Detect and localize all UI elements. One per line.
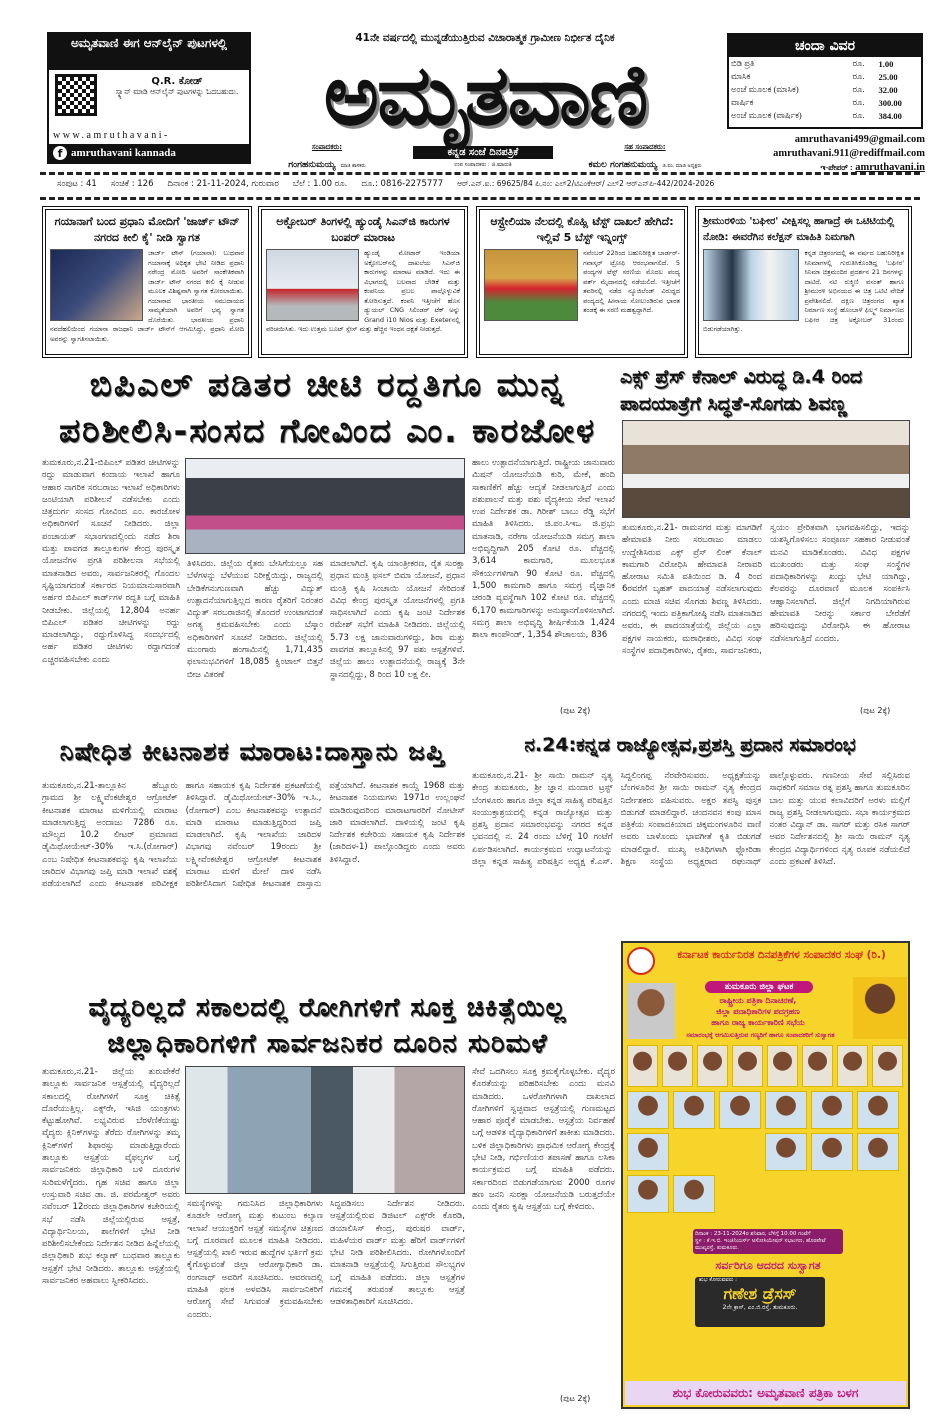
currency: ರೂ. xyxy=(852,97,865,107)
ad-venue: ಸ್ಥಳ : ಕೆ.ಇ.ಬಿ. ಇಂಜಿನಿಯರ್ಸ್ ಅಸೋಸಿಯೇಷನ್ ಸಭಾಂಗಣ, ಹೊರಪೇಟೆ ಮುಖ್ಯರಸ್ತೆ, ತುಮಕೂರು. xyxy=(695,1238,826,1251)
portrait xyxy=(673,1091,715,1129)
modi-photo xyxy=(50,249,143,321)
news-box-title: ಆಸ್ಟ್ರೇಲಿಯಾ ನೆಲದಲ್ಲಿ ಕೊಹ್ಲಿ ಟೆಸ್ಟ್ ದಾಖಲೆ ಹೇಗಿದೆ: ಇಲ್ಲಿವೆ 5 ಬೆಸ್ಟ್ ಇನ್ನಿಂಗ್ಸ್ xyxy=(490,215,674,244)
advertisement[interactable] xyxy=(621,941,910,1409)
portrait xyxy=(627,983,675,1039)
portrait xyxy=(662,1045,693,1087)
issue: ಸಂಚಿಕೆ : 126 xyxy=(110,179,154,189)
ad-sponsor-box xyxy=(695,1277,825,1327)
news-box-text: ನವೆಂಬರ್ 22ರಿಂದ ಬಹುನಿರೀಕ್ಷಿತ ಬಾರ್ಡರ್-ಗವಾಸ್ಕರ್ ಟ್ರೋಫಿ ಆರಂಭವಾಗಲಿದೆ. 5 ಪಂದ್ಯಗಳ ಟೆಸ್ಟ್ ಸರಣಿಯ ಮೊದಲ ಪಂದ್ಯ ಪರ್ತ್ ಮೈದಾನದಲ್ಲಿ ನಡೆಯಲಿದೆ. ಇತ್ತೀಚೆಗೆ ತವರಿನಲ್ಲಿ ನಡೆದ ನ್ಯೂಜಿಲೆಂಡ್ ವಿರುದ್ಧದ ಪಂದ್ಯದಲ್ಲಿ ಹೀನಾಯ ಸೋಲುಂಡಿರುವ ಭಾರತ ತಂಡಕ್ಕೆ ಈ ಸರಣಿ ಮಹತ್ವದ್ದಾಗಿದೆ. xyxy=(583,249,680,314)
qr-instructions: ಸ್ಕ್ಯಾನ್ ಮಾಡಿ ಆನ್‌ಲೈನ್ ಪುಟಗಳನ್ನು ಓದಬಹುದು. xyxy=(115,87,239,96)
article-bpl-col2: ತಿಳಿಸಿದರು. ಜಿಲ್ಲೆಯ ರೈತರು ಬೇಸಿಗೆಯಲ್ಲೂ ಸಹ ಬೆಳೆಗಳನ್ನು ಬೆಳೆಯುವ ನಿರೀಕ್ಷೆಯಿದ್ದು, ರಾಜ್ಯದಲ್ಲಿ ಬೇಡಿಕೆಗನುಗುಣವಾಗಿ ಹೆಚ್ಚು ವಿದ್ಯುತ್ ಉತ್ಪಾದನೆಯಾಗುತ್ತಿಲ್ಲದ ಕಾರಣ ರೈತರಿಗೆ ನಿರಂತರ ವಿದ್ಯುತ್ ಸರಬರಾಜಿನಲ್ಲಿ ತೊಂದರೆ ಉಂಟಾಗದಂತೆ ಅಗತ್ಯ ಕ್ರಮವಹಿಸಬೇಕು ಎಂದು ಬೆಸ್ಕಾಂ ಅಧಿಕಾರಿಗಳಿಗೆ ಸೂಚನೆ ನೀಡಿದರು. ಜಿಲ್ಲೆಯಲ್ಲಿ ಮುಂಗಾರು ಹಂಗಾಮಿನಲ್ಲಿ 1,71,435 ಫಲಾನುಭವಿಗಳಿಗೆ 18,085 ಕ್ವಿಂಟಾಲ್ ಬಿತ್ತನೆ ಬೀಜ ವಿತರಣೆ xyxy=(187,559,323,680)
news-box-modi[interactable] xyxy=(42,206,252,358)
ad-venue-date xyxy=(693,1229,843,1254)
paper-subtitle: ಕನ್ನಡ ಸಂಜೆ ದಿನಪತ್ರಿಕೆ xyxy=(413,146,553,159)
ad-footer: ಶುಭ ಕೋರುವವರು: ಅಮೃತವಾಣಿ ಪತ್ರಿಕಾ ಬಳಗ xyxy=(625,1381,906,1405)
ad-sponsor-address: 2ನೇ ಕ್ರಾಸ್, ಎಂ.ಜಿ.ರಸ್ತೆ, ತುಮಕೂರು. xyxy=(722,1304,798,1311)
continued-label: (ಪುಟ 2ಕ್ಕೆ) xyxy=(560,1394,591,1403)
online-promo-box xyxy=(47,32,251,164)
ad-event-1: ರಾಷ್ಟ್ರೀಯ ಪತ್ರಿಕಾ ದಿನಾಚರಣೆ, xyxy=(719,996,797,1005)
editor-name: ಗಂಗಹನುಮಯ್ಯ xyxy=(288,160,336,170)
subscription-value: 25.00 xyxy=(878,71,898,82)
ad-event-3: ಹಾಗೂ ರಾಜ್ಯ ಕಾರ್ಯಕಾರಿಣಿ ಸಭೆಯ xyxy=(711,1018,805,1027)
subscription-row xyxy=(729,57,921,70)
headline-canal-line2: ಪಾದಯಾತ್ರೆಗೆ ಸಿದ್ಧತೆ-ಸೊಗಡು ಶಿವಣ್ಣ xyxy=(620,393,847,415)
facebook-handle[interactable]: amruthavani kannada xyxy=(71,147,176,159)
ad-sponsor: ಗಣೇಶ ಡ್ರೆಸಸ್ xyxy=(723,1284,797,1303)
portrait xyxy=(767,1045,798,1087)
news-box-text: ಕನ್ನಡ ಚಿತ್ರರಂಗದಲ್ಲಿ ಈ ವರ್ಷದ ಬಹುನಿರೀಕ್ಷಿತ ಸಿನಿಮಾಗಳಲ್ಲಿ ಗುರುತಿಸಿಕೊಂಡಿದ್ದ 'ಬಘೀರ' ಸಿನಿಮಾ ಚಿತ್ರಮಂದಿರ ಪ್ರದರ್ಶನ 21 ದಿನಗಳನ್ನು ದಾಟಿದೆ. ನಟಿ ರುಕ್ಮಿಣಿ ವಸಂತ್ ಹಾಗೂ ಶ್ರೀಮುರಳಿ ಅಭಿನಯದ ಈ ಚಿತ್ರ ಒಟಿಟಿ ವೇದಿಕೆ ಪ್ರವೇಶಿಸಲಿದೆ. ದಕ್ಷಿಣ ಚಿತ್ರರಂಗದ ಖ್ಯಾತ ನಿರ್ಮಾಣ ಸಂಸ್ಥೆ ಹೊಂಬಾಳೆ ಫಿಲ್ಮ್ಸ್ ನಿರ್ಮಾಣದ ಬಘೀರ ಚಿತ್ರ ಅಕ್ಟೋಬರ್ 31ರಂದು ಬಿಡುಗಡೆಯಾಗಿತ್ತು. xyxy=(703,249,904,333)
subscription-label: ಬಿಡಿ ಪ್ರತಿ xyxy=(731,58,755,68)
newspaper-logo: ಅಮೃತವಾಣಿ xyxy=(323,46,647,144)
news-box-title: ಗಯಾನಾಗೆ ಬಂದ ಪ್ರಧಾನಿ ಮೋದಿಗೆ 'ಜಾರ್ಜ್ ಟೌನ್ ನಗರದ ಕೀಲಿ ಕೈ' ನೀಡಿ ಸ್ವಾಗತ xyxy=(54,215,240,244)
continued-label: (ಪುಟ 2ಕ್ಕೆ) xyxy=(860,706,891,715)
news-box-title: ಶ್ರೀಮುರಳಿಯ 'ಬಘೀರ' ವೀಕ್ಷಿಸಲ್ಲ ಹಾಗಾದ್ರೆ ಈ ಒಟಿಟಿಯಲ್ಲಿ ನೋಡಿ: ಈವರೆಗಿನ ಕಲೆಕ್ಷನ್ ಮಾಹಿತಿ ನಿಮಗಾಗಿ xyxy=(703,216,895,243)
portrait xyxy=(853,977,907,1039)
hospital-photo xyxy=(185,1066,465,1194)
co-editor-note: ಜಿ.ಪಂ. ಮಾಜಿ ಅಧ್ಯಕ್ಷರು xyxy=(662,163,702,169)
epaper-link[interactable]: amruthavani.in xyxy=(855,162,925,173)
ad-unit: ತುಮಕೂರು ಜಿಲ್ಲಾ ಘಟಕ xyxy=(705,981,813,993)
subscription-row xyxy=(729,83,921,96)
article-hospital-col4: ಸೇವೆ ಒದಗಿಸಲು ಸೂಕ್ತ ಕ್ರಮಕೈಗೊಳ್ಳಬೇಕು. ವೈದ್ಯರ ಕೊರತೆಯನ್ನು ಪರಿಹರಿಸಬೇಕು ಎಂದು ಮನವಿ ಮಾಡಿದರು. ಒಳರೋಗಿಗಳಾಗಿ ದಾಖಲಾದ ರೋಗಿಗಳಿಗೆ ಸ್ವಚ್ಛವಾದ ಆಸ್ಪತ್ರೆಯಲ್ಲಿ ಗುಣಮಟ್ಟದ ಆಹಾರ ಪೂರೈಕೆ ಮಾಡಬೇಕು. ಆಸ್ಪತ್ರೆಯ ನಿರ್ವಹಣೆ ಬಗ್ಗೆ ಆಡಳಿತ ವೈದ್ಯಾಧಿಕಾರಿಗಳಿಗೆ ತಾಕೀತು ಮಾಡಿದರು. ಬಳಿಕ ಜಿಲ್ಲಾಧಿಕಾರಿಗಳು ಪ್ರಾಥಮಿಕ ಆರೋಗ್ಯ ಕೇಂದ್ರಕ್ಕೆ ಭೇಟಿ ನೀಡಿ, ಗರ್ಭಿಣಿಯರ ತಪಾಸಣೆ ಹಾಗೂ ಲಸಿಕಾ ಕಾರ್ಯಕ್ರಮದ ಬಗ್ಗೆ ಮಾಹಿತಿ ಪಡೆದರು. ಸರ್ಕಾರದಿಂದ ಬಿಡುಗಡೆಯಾಗುವ 2000 ರೂಗಳ ಹಣ ಜನನಿ ಸುರಕ್ಷಾ ಯೋಜನೆಯಡಿ ಬರುತ್ತದೆಯೇ ಎಂದು ರೈತರು ಕೃಷಿ ಆಸ್ಪತ್ರೆಯ ಬಗ್ಗೆ ಕೇಳಿದರು. xyxy=(472,1067,615,1213)
subscription-value: 1.00 xyxy=(878,58,894,69)
portrait xyxy=(837,1045,868,1087)
headline-bpl-line1: ಬಿಪಿಎಲ್ ಪಡಿತರ ಚೀಟಿ ರದ್ದತಿಗೂ ಮುನ್ನ xyxy=(89,365,566,404)
date: ದಿನಾಂಕ : 21-11-2024, ಗುರುವಾರ xyxy=(167,179,279,189)
subscription-box xyxy=(727,33,923,129)
editor-note: ಮಾಜಿ ಶಾಸಕರು xyxy=(340,163,366,169)
qr-label: Q.R. ಕೋಡ್ xyxy=(151,76,203,87)
news-box-bagheera[interactable] xyxy=(695,206,912,358)
portrait xyxy=(627,1133,669,1171)
portrait xyxy=(673,1175,715,1213)
continued-label: (ಪುಟ 2ಕ್ಕೆ) xyxy=(560,706,591,715)
co-editor-name: ಕಮಲ ಗಂಗಹನುಮಯ್ಯ xyxy=(588,160,658,170)
info-bar xyxy=(57,179,927,189)
news-box-text: ಹ್ಯುಂಡೈ ಮೋಟಾರ್ ಇಂಡಿಯಾ ಅಕ್ಟೋಬರ್‌ನಲ್ಲಿ ದಾಖಲೆಯ ಸಿಎನ್‌ಜಿ ಕಾರುಗಳನ್ನು ಮಾರಾಟ ಮಾಡಿದೆ. ಇದು ಈ ವಿಭಾಗದಲ್ಲಿ ಬಲವಾದ ಬೇಡಿಕೆ ಮತ್ತು ಕಂಪನಿಯ ಪ್ರಬಲ ಪಾಲ್ಗೊಳ್ಳುವಿಕೆ ತೋರಿಸುತ್ತದೆ. ಕಂಪನಿ ಇತ್ತೀಚೆಗೆ ಹೊಸ ಡ್ಯುಯಲ್ CNG ಸಿಲಿಂಡರ್ ಟೆಕ್ ಅನ್ನು Grand i10 Nios ಮತ್ತು Exeter‌ನಲ್ಲಿ ಪರಿಚಯಿಸಿತು. ಇದು ಉತ್ತಮ ಬೂಟ್ ಸ್ಪೇಸ್ ಮತ್ತು ಹೆಚ್ಚಿನ ಇಂಧನ ದಕ್ಷತೆ ನೀಡುತ್ತದೆ. xyxy=(266,249,460,333)
portrait xyxy=(627,1045,658,1087)
news-box-hyundai[interactable] xyxy=(258,206,468,358)
online-promo-title: ಅಮೃತವಾಣಿ ಈಗ ಆನ್‌ಲೈನ್ ಪುಟಗಳಲ್ಲಿ xyxy=(49,34,249,70)
subscription-label: ಮಾಸಿಕ xyxy=(731,71,751,81)
price: ಬೆಲೆ : 1.00 ರೂ. xyxy=(292,179,348,189)
ad-event-2: ಜಿಲ್ಲಾ ಪದಾಧಿಕಾರಿಗಳ ಪದಗ್ರಹಣ xyxy=(716,1007,800,1016)
ad-all-welcome: ಸರ್ವರಿಗೂ ಆದರದ ಸುಸ್ವಾಗತ xyxy=(715,1259,821,1272)
car-photo xyxy=(266,249,359,321)
editor-label: ಸಂಪಾದಕರು: xyxy=(311,143,343,151)
news-box-title: ಅಕ್ಟೋಬರ್ ತಿಂಗಳಲ್ಲಿ ಹ್ಯುಂಡೈ ಸಿಎನ್‌ಜಿ ಕಾರುಗಳ ಬಂಪರ್ ಮಾರಾಟ xyxy=(276,215,450,244)
phone: ದೂ.: 0816-2275777 xyxy=(361,179,444,189)
sub-editor: ಉಪ ಸಂಪಾದಕರು : ಜಿ.ಮಾರುತಿ xyxy=(454,162,512,168)
qr-code[interactable] xyxy=(55,74,97,116)
subscription-table xyxy=(729,57,921,122)
currency: ರೂ. xyxy=(852,110,865,120)
subscription-label: ಅಂಚೆ ಮೂಲಕ (ವಾರ್ಷಿಕ) xyxy=(731,110,802,120)
meeting-photo xyxy=(185,458,465,554)
portrait xyxy=(732,1045,763,1087)
headline-rajyotsava: ನ.24:ಕನ್ನಡ ರಾಜ್ಯೋತ್ಸವ,ಪ್ರಶಸ್ತಿ ಪ್ರದಾನ ಸಮಾರಂಭ xyxy=(524,734,856,756)
subscription-value: 300.00 xyxy=(878,97,902,108)
article-rajyotsava-body: ತುಮಕೂರು,ನ.21- ಶ್ರೀ ಸಾಯಿ ರಾಮನ್ ನೃತ್ಯ ಕೇಂದ್ರ ತುಮಕೂರು, ಶ್ರೀ ಜ್ಞಾನ ಮಂದಾರ ಟ್ರಸ್ಟ್ ಬೆಂಗಳೂರು ಹಾಗೂ ಜಿಲ್ಲಾ ಕನ್ನಡ ಸಾಹಿತ್ಯ ಪರಿಷತ್ತಿನ ಸಂಯುಕ್ತಾಶ್ರಯದಲ್ಲಿ ಕನ್ನಡ ರಾಜ್ಯೋತ್ಸವ ಮತ್ತು ಪ್ರಶಸ್ತಿ ಪ್ರದಾನ ಸಮಾರಂಭವನ್ನು ನಗರದ ಕನ್ನಡ ಭವನದಲ್ಲಿ ನ. 24 ರಂದು ಬೆಳಿಗ್ಗೆ 10 ಗಂಟೆಗೆ ಏರ್ಪಡಿಸಲಾಗಿದೆ. ಕಾರ್ಯಕ್ರಮದ ಉದ್ಘಾಟನೆಯನ್ನು ಜಿಲ್ಲಾ ಕನ್ನಡ ಸಾಹಿತ್ಯ ಪರಿಷತ್ತಿನ ಅಧ್ಯಕ್ಷ ಕೆ.ಎಸ್. ಸಿದ್ದಲಿಂಗಪ್ಪ ನೆರವೇರಿಸುವರು. ಅಧ್ಯಕ್ಷತೆಯನ್ನು ಬೆಂಗಳೂರಿನ ಶ್ರೀ ಸಾಯಿ ರಾಮನ್ ನೃತ್ಯ ಕೇಂದ್ರದ ನಿರ್ದೇಶಕರು ವಹಿಸುವರು. ಅಕ್ಷರ ತಪಸ್ವಿ ಪುಸ್ತಕ ಬಿಡುಗಡೆ ಮಾಡಲಿದ್ದಾರೆ. ಚಂದನವನ ಕಂಪು ಮಾಸ ಪತ್ರಿಕೆಯ ಸಂಪಾದಕಿಯಾದ ಚಿಕ್ಕಮಂಗಳೂರಿನ ವಾಣಿ ಅವರು ಬಾಳೊಂದು ಭಾವಗೀತೆ ಕೃತಿ ಬಿಡುಗಡೆ ಮಾಡಲಿದ್ದಾರೆ. ಮುಖ್ಯ ಅತಿಥಿಗಳಾಗಿ ಫ್ಲೋರಿಡಾ ಶಿಕ್ಷಣ ಸಂಸ್ಥೆಯ ಅಧ್ಯಕ್ಷರಾದ ರಘುನಾಥ್ ಪಾಲ್ಗೊಳ್ಳುವರು. ಗಣನೀಯ ಸೇವೆ ಸಲ್ಲಿಸಿರುವ ಸಾಧಕರಿಗೆ ಸಮಾಜ ರತ್ನ ಪ್ರಶಸ್ತಿ ಹಾಗೂ ತುಮಕೂರಿನ ಬಾಲ ಮತ್ತು ಯುವ ಕಲಾವಿದರಿಗೆ ಅರಳು ಮಲ್ಲಿಗೆ ರಾಜ್ಯ ಪ್ರಶಸ್ತಿ ನೀಡಲಾಗುವುದು. ಸಭಾ ಕಾರ್ಯಕ್ರಮದ ನಂತರ ವಿದ್ವಾನ್ ಡಾ. ಸಾಗರ್ ಮತ್ತು ರಸಿಕ ಸಾಗರ್ ಅವರ ನಿರ್ದೇಶನದಲ್ಲಿ ಶ್ರೀ ಸಾಯಿ ರಾಮನ್ ನೃತ್ಯ ಕೇಂದ್ರದ ವಿದ್ಯಾರ್ಥಿಗಳಿಂದ ನೃತ್ಯ ರೂಪಕ ನಡೆಯಲಿದೆ ಎಂದು ಪ್ರಕಟಣೆ ತಿಳಿಸಿದೆ. xyxy=(472,771,910,868)
divider xyxy=(40,172,920,175)
article-bpl-col3: ಮಾಡಲಾಗಿದೆ. ಕೃಷಿ ಯಾಂತ್ರೀಕರಣ, ರೈತ ಸುರಕ್ಷಾ ಪ್ರಧಾನ ಮಂತ್ರಿ ಫಸಲ್ ಬಿಮಾ ಯೋಜನೆ, ಪ್ರಧಾನ ಮಂತ್ರಿ ಕೃಷಿ ಸಿಂಚಾಯಿ ಯೋಜನೆ ಸೇರಿದಂತೆ ವಿವಿಧ ಕೇಂದ್ರ ಪುರಸ್ಕೃತ ಯೋಜನೆಗಳಲ್ಲಿ ಪ್ರಗತಿ ಸಾಧಿಸಲಾಗಿದೆ ಎಂದು ಕೃಷಿ ಜಂಟಿ ನಿರ್ದೇಶಕ ರಮೇಶ್ ಸಭೆಗೆ ಮಾಹಿತಿ ನೀಡಿದರು. ಜಿಲ್ಲೆಯಲ್ಲಿ 5.73 ಲಕ್ಷ ಜಾನುವಾರುಗಳಿದ್ದು, ಶಿರಾ ಮತ್ತು ಪಾವಗಡ ತಾಲ್ಲೂಕಿನಲ್ಲಿ 97 ಪಶು ಆಸ್ಪತ್ರೆಗಳಿವೆ. ಜಿಲ್ಲೆಯ ಹಾಲು ಉತ್ಪಾದನೆಯಲ್ಲಿ ರಾಜ್ಯಕ್ಕೆ 3ನೇ ಸ್ಥಾನದಲ್ಲಿದ್ದು, 8 ರಿಂದ 10 ಲಕ್ಷ ಲೀ. xyxy=(330,559,465,680)
portrait xyxy=(857,1133,899,1171)
subscription-value: 384.00 xyxy=(878,110,902,121)
registration: ಆರ್.ಎನ್.ಐ.: 69625/84 ಪಿ.ನಂ: ಎಲ್2/ಟಿಎಂಕೆಆರ್/ ಎಲ್2 ಆರ್‌ಎನ್‌ಪಿ-442/2024-2026 xyxy=(457,179,715,188)
headline-bpl-line2: ಪರಿಶೀಲಿಸಿ-ಸಂಸದ ಗೋವಿಂದ ಎಂ. ಕಾರಜೋಳ xyxy=(58,411,597,450)
portrait xyxy=(627,1175,669,1213)
portrait xyxy=(811,1133,853,1171)
headline-hospital-line2: ಜಿಲ್ಲಾಧಿಕಾರಿಗಳಿಗೆ ಸಾರ್ವಜನಿಕರ ದೂರಿನ ಸುರಿಮಳೆ xyxy=(107,1029,548,1059)
dignitaries-portraits xyxy=(627,1045,904,1395)
epaper-label: ಇ-ಪೇಪರ್ : xyxy=(820,163,853,172)
article-canal-body: ತುಮಕೂರು,ನ.21- ರಾಮನಗರ ಮತ್ತು ಮಾಗಡಿಗೆ ಹೇಮಾವತಿ ನೀರು ಸರಬರಾಜು ಮಾಡಲು ಉದ್ದೇಶಿಸಿರುವ ಎಕ್ಸ್ ಪ್ರೆಸ್ ಲಿಂಕ್ ಕೆನಾಲ್ ಕಾಮಗಾರಿ ವಿರೋಧಿಸಿ ಹೇಮಾವತಿ ನೀರಾವರಿ ಹೋರಾಟ ಸಮಿತಿ ವತಿಯಿಂದ ಡಿ. 4 ರಿಂದ 6ರವರೆಗೆ ಬೃಹತ್ ಪಾದಯಾತ್ರೆ ನಡೆಸಲಾಗುವುದು ಎಂದು ಮಾಜಿ ಸಚಿವ ಸೊಗಡು ಶಿವಣ್ಣ ತಿಳಿಸಿದರು. ನಗರದಲ್ಲಿ ಇಂದು ಪತ್ರಿಕಾಗೋಷ್ಠಿ ನಡೆಸಿ ಮಾತನಾಡಿದ ಅವರು, ಈ ಪಾದಯಾತ್ರೆಯಲ್ಲಿ ಜಿಲ್ಲೆಯ ಎಲ್ಲಾ ಪಕ್ಷಗಳ ನಾಯಕರು, ಮಠಾಧೀಶರು, ವಿವಿಧ ಸಂಘ ಸಂಸ್ಥೆಗಳ ಪದಾಧಿಕಾರಿಗಳು, ರೈತರು, ಸಾರ್ವಜನಿಕರು, ಸ್ವಯಂ ಪ್ರೇರಿತವಾಗಿ ಭಾಗವಹಿಸಲಿದ್ದು, ಇದನ್ನು ಯಶಸ್ವಿಗೊಳಿಸಲು ಸಂಪೂರ್ಣ ಸಹಕಾರ ನೀಡುವಂತೆ ಮನವಿ ಮಾಡಿಕೊಂಡರು. ವಿವಿಧ ಪಕ್ಷಗಳ ಮುಖಂಡರು ಮತ್ತು ಸಂಘ ಸಂಸ್ಥೆಗಳ ಪದಾಧಿಕಾರಿಗಳನ್ನು ಖುದ್ದು ಭೇಟಿ ಯಾಗಿದ್ದು, ಕೆಲವರನ್ನು ದೂರವಾಣಿ ಮೂಲಕ ಸಂಪರ್ಕಿಸಿ ಆಹ್ವಾನಿಸಲಾಗಿದೆ. ಜಿಲ್ಲೆಗೆ ನಿಗದಿಯಾಗಿರುವ ಹೇಮಾವತಿ ನೀರನ್ನು ಸರ್ಕಾರ ಬೇರೆಡೆಗೆ ಹರಿಸುವುದನ್ನು ವಿರೋಧಿಸಿ ಈ ಹೋರಾಟ ನಡೆಸಲಾಗುತ್ತಿದೆ ಎಂದರು. xyxy=(622,523,910,656)
subscription-row xyxy=(729,109,921,122)
currency: ರೂ. xyxy=(852,84,865,94)
article-bpl-col1: ತುಮಕೂರು,ನ.21-ಬಿಪಿಎಲ್ ಪಡಿತರ ಚೀಟಿಗಳನ್ನು ರದ್ದು ಮಾಡುವಾಗ ಕಂದಾಯ ಇಲಾಖೆ ಹಾಗೂ ಆಹಾರ ನಾಗರಿಕ ಸರಬರಾಜು ಇಲಾಖೆ ಅಧಿಕಾರಿಗಳು ಜಂಟಿಯಾಗಿ ಪರಿಶೀಲನೆ ನಡೆಸಬೇಕು ಎಂದು ಚಿತ್ರದುರ್ಗ ಸಂಸದ ಗೋವಿಂದ ಎಂ. ಕಾರಜೋಳ ಅಧಿಕಾರಿಗಳಿಗೆ ಸೂಚನೆ ನೀಡಿದರು. ಜಿಲ್ಲಾ ಪಂಚಾಯತ್ ಸಭಾಂಗಣದಲ್ಲಿಂದು ನಡೆದ ಶಿರಾ ಮತ್ತು ಪಾವಗಡ ತಾಲ್ಲೂಕುಗಳ ಕೇಂದ್ರ ಪುರಸ್ಕೃತ ಯೋಜನೆಗಳ ಪ್ರಗತಿ ಪರಿಶೀಲನಾ ಸಭೆಯಲ್ಲಿ ಮಾತನಾಡಿದ ಅವರು, ಸಾರ್ವಜನಿಕರಲ್ಲಿ ಗೊಂದಲ ಸೃಷ್ಟಿಯಾಗದಂತೆ ಸರ್ಕಾರದ ನಿಯಮಾನುಸಾರವಾಗಿ ಅರ್ಹರ ಬಿಪಿಎಲ್ ಕಾರ್ಡ್‌ಗಳ ರದ್ದತಿ ಬಗ್ಗೆ ಮಾಹಿತಿ ನೀಡಬೇಕು. ಜಿಲ್ಲೆಯಲ್ಲಿ 12,804 ಅನರ್ಹ ಬಿಪಿಎಲ್ ಪಡಿತರ ಚೀಟಿಗಳನ್ನು ರದ್ದು ಮಾಡಲಾಗಿದ್ದು, ರದ್ದುಗೊಳಿಸಿದ್ದ ಸಂದರ್ಭದಲ್ಲಿ ಅರ್ಹ ಪಡಿತರ ಚೀಟಿಗಳು ರದ್ದಾಗದಂತೆ ಎಚ್ಚರವಹಿಸಬೇಕು ಎಂದು xyxy=(42,458,180,665)
subscription-label: ಅಂಚೆ ಮೂಲಕ (ಮಾಸಿಕ) xyxy=(731,84,799,94)
article-pesticide-body: ತುಮಕೂರು,ನ.21-ತಾಲ್ಲೂಕಿನ ಹೆಬ್ಬೂರು ಗ್ರಾಮದ ಶ್ರೀ ಲಕ್ಷ್ಮಿವೆಂಕಟೇಶ್ವರ ಆಗ್ರೋಟೆಕ್ ಕೀಟನಾಶಕ ಮಾರಾಟ ಮಳಿಗೆಯಲ್ಲಿ ಮಾರಾಟ ಮಾಡಲಾಗುತ್ತಿದ್ದ ಅಂದಾಜು 7286 ರೂ. ಮೌಲ್ಯದ 10.2 ಲೀಟರ್ ಪ್ರಮಾಣದ ಡೈಮಿಥೋಯೇಟ್-30% ಇ.ಸಿ.(ರೋಗಾರ್) ಎಂಬ ನಿಷೇಧಿತ ಕೀಟನಾಶಕವನ್ನು ಕೃಷಿ ಇಲಾಖೆಯ ಜಾರಿದಳ ವಿಭಾಗವು ಜಪ್ತಿ ಮಾಡಿ ಇಲಾಖೆ ವಶಕ್ಕೆ ಪಡೆಯಲಾಗಿದೆ ಎಂದು ಕೀಟನಾಶಕ ಪರಿವೀಕ್ಷಕ ಹಾಗೂ ಸಹಾಯಕ ಕೃಷಿ ನಿರ್ದೇಶಕ ಪ್ರಕಟಣೆಯಲ್ಲಿ ತಿಳಿಸಿದ್ದಾರೆ. ಡೈಮಿಥೋಯೇಟ್-30% ಇ.ಸಿ., (ರೋಗಾರ್) ಎಂಬ ಕೀಟನಾಶಕವನ್ನು ಉತ್ಪಾದನೆ ಮಾಡಿ ಮಾರಾಟ ಮಾಡುತ್ತಿದ್ದರಿಂದ ಜಪ್ತಿ ಮಾಡಲಾಗಿದೆ. ಕೃಷಿ ಇಲಾಖೆಯ ಜಾರಿದಳ ವಿಭಾಗವು ನವೆಂಬರ್ 19ರಂದು ಶ್ರೀ ಲಕ್ಷ್ಮೀವೆಂಕಟೇಶ್ವರ ಆಗ್ರೋಟೆಕ್ ಕೀಟನಾಶಕ ಮಾರಾಟ ಮಳಿಗೆ ಮೇಲೆ ದಾಳಿ ನಡೆಸಿ ಪರಿಶೀಲಿಸಿದಾಗ ನಿಷೇಧಿತ ಕೀಟನಾಶಕ ದಾಸ್ತಾನು ಪತ್ತೆಯಾಗಿದೆ. ಕೀಟನಾಶಕ ಕಾಯ್ದೆ 1968 ಮತ್ತು ಕೀಟನಾಶಕ ನಿಯಮಗಳು 1971ರ ಉಲ್ಲಂಘನೆ ಮಾಡಿರುವುದರಿಂದ ಮಾರಾಟಗಾರರಿಗೆ ನೋಟೀಸ್ ಜಾರಿ ಮಾಡಲಾಗಿದೆ. ದಾಳಿಯಲ್ಲಿ ಜಂಟಿ ಕೃಷಿ ನಿರ್ದೇಶಕ ಕಚೇರಿಯ ಸಹಾಯಕ ಕೃಷಿ ನಿರ್ದೇಶಕ (ಜಾರಿದಳ-1) ಪಾಲ್ಗೊಂಡಿದ್ದರು ಎಂದು ಅವರು ತಿಳಿಸಿದ್ದಾರೆ. xyxy=(42,781,465,890)
subscription-row xyxy=(729,70,921,83)
headline-pesticide: ನಿಷೇಧಿತ ಕೀಟನಾಶಕ ಮಾರಾಟ:ದಾಸ್ತಾನು ಜಪ್ತಿ xyxy=(59,737,446,766)
subscription-label: ವಾರ್ಷಿಕ xyxy=(731,97,754,107)
news-box-text: ಜಾರ್ಜ್ ಟೌನ್ (ಗಯಾನಾ): ಬುಧವಾರ ಗಯಾನಾಕ್ಕೆ ಅಧಿಕೃತ ಭೇಟಿ ನೀಡಿದ ಪ್ರಧಾನಿ ನರೇಂದ್ರ ಮೋದಿ ಅವರಿಗೆ ಸಾಂಕೇತಿಕವಾಗಿ ಜಾರ್ಜ್ ಟೌನ್ ನಗರದ ಕೀಲಿ ಕೈ ನೀಡುವ ಮೂಲಕ ವಿಶಿಷ್ಟವಾಗಿ ಸ್ವಾಗತ ಕೋರಲಾಯಿತು. ಗಯಾನಾದ ಭಾರತೀಯ ಸಮುದಾಯದ ಸಾಮ್ಯತೆಯಾಗಿ ಅವರಿಗೆ ಭವ್ಯ ಸ್ವಾಗತ ದೊರೆಯಿತು. ಭಾರತೀಯ ಪ್ರಧಾನಿ ನವದೆಹಲಿಯಿಂದ ಗಯಾನಾ ರಾಜಧಾನಿ ಜಾರ್ಜ್ ಟೌನ್‌ಗೆ ಆಗಮಿಸಿದ್ದು, ಪ್ರಧಾನಿ ಮೋದಿ ಅವರನ್ನು ಸ್ವಾಗತಿಸಲಾಯಿತು. xyxy=(50,249,244,343)
email-1[interactable]: amruthavani499@gmail.com xyxy=(794,134,925,145)
portrait xyxy=(802,1045,833,1087)
divider xyxy=(40,197,920,200)
portrait xyxy=(857,1091,899,1129)
subscription-value: 32.00 xyxy=(878,84,898,95)
subscription-row xyxy=(729,96,921,109)
portrait xyxy=(719,1091,761,1129)
subscription-title: ಚಂದಾ ವಿವರ xyxy=(729,35,921,57)
portrait xyxy=(811,1091,853,1129)
ad-org: ಕರ್ನಾಟಕ ಕಾರ್ಯನಿರತ ದಿನಪತ್ರಿಕೆಗಳ ಸಂಪಾದಕರ ಸಂಘ (ರಿ.) xyxy=(677,949,886,961)
website-link[interactable]: www.amruthavani- xyxy=(53,130,170,141)
ad-sponsor-label: ಶುಭ ಕೋರುವವರು : xyxy=(699,1277,738,1283)
portrait xyxy=(765,1091,807,1129)
portrait xyxy=(765,1133,807,1171)
co-editor-label: ಸಹ ಸಂಪಾದಕರು: xyxy=(624,143,666,151)
association-emblem xyxy=(627,947,655,975)
facebook-icon: f xyxy=(53,146,67,160)
cricket-photo xyxy=(484,249,578,321)
press-meet-photo xyxy=(622,420,910,518)
article-hospital-col1: ತುಮಕೂರು,ನ.21- ಜಿಲ್ಲೆಯ ತುರುವೇಕೆರೆ ತಾಲ್ಲೂಕು ಸಾರ್ವಜನಿಕ ಆಸ್ಪತ್ರೆಯಲ್ಲಿ ವೈದ್ಯರಿಲ್ಲದೆ ಸಕಾಲದಲ್ಲಿ ರೋಗಿಗಳಿಗೆ ಸೂಕ್ತ ಚಿಕಿತ್ಸೆ ದೊರೆಯುತ್ತಿಲ್ಲ. ಎಕ್ಸ್‌ರೇ, ಇಸಿಜಿ ಯಂತ್ರಗಳು ಕೆಟ್ಟುಹೋಗಿವೆ. ಲಭ್ಯವಿರುವ ಬೆರಳೆಣಿಕೆಯಷ್ಟು ವೈದ್ಯರು ಕ್ಲಿನಿಕ್‌ಗಳನ್ನು ತೆರೆದು ರೋಗಿಗಳನ್ನು ತಮ್ಮ ಕ್ಲಿನಿಕ್‌ಗಳಿಗೆ ಶಿಫಾರಸ್ಸು ಮಾಡುತ್ತಿದ್ದಾರೆಂದು ತಾಲ್ಲೂಕು ಆಸ್ಪತ್ರೆಯ ವೈಫಲ್ಯಗಳ ಬಗ್ಗೆ ಸಾರ್ವಜನಿಕರು ಜಿಲ್ಲಾಧಿಕಾರಿ ಬಳಿ ದೂರುಗಳ ಸುರಿಮಳೆಗೈದರು. ಗೃಹ ಸಚಿವ ಹಾಗೂ ಜಿಲ್ಲಾ ಉಸ್ತುವಾರಿ ಸಚಿವ ಡಾ. ಜಿ. ಪರಮೇಶ್ವರ್ ಅವರು ನವೆಂಬರ್ 12ರಂದು ಜಿಲ್ಲಾಧಿಕಾರಿಗಳ ಕಚೇರಿಯಲ್ಲಿ ಸಭೆ ನಡೆಸಿ ಜಿಲ್ಲೆಯಲ್ಲಿರುವ ಆಸ್ಪತ್ರೆ, ವಿದ್ಯಾರ್ಥಿನಿಲಯ, ಶಾಲೆಗಳಿಗೆ ಭೇಟಿ ನೀಡಿ ಪರಿಶೀಲಿಸಬೇಕೆಂದು ನಿರ್ದೇಶನ ನೀಡಿದ ಹಿನ್ನೆಲೆಯಲ್ಲಿ ಜಿಲ್ಲಾಧಿಕಾರಿ ಶುಭ ಕಲ್ಯಾಣ್ ಬುಧವಾರ ತಾಲ್ಲೂಕು ಆಸ್ಪತ್ರೆಗೆ ಭೇಟಿ ನೀಡಿದರು. ತಾಲ್ಲೂಕು ಆಸ್ಪತ್ರೆಯಲ್ಲಿ ಸಾರ್ವಜನಿಕರ ಅಹವಾಲು ಸ್ವೀಕರಿಸಿದರು. xyxy=(42,1067,180,1287)
volume: ಸಂಪುಟ : 41 xyxy=(57,179,97,189)
email-2[interactable]: amruthavani.911@rediffmail.com xyxy=(773,148,925,159)
currency: ರೂ. xyxy=(852,71,865,81)
tagline: 41ನೇ ವರ್ಷದಲ್ಲಿ ಮುನ್ನಡೆಯುತ್ತಿರುವ ವಿಚಾರಾತ್ಮಕ ಗ್ರಾಮೀಣ ನಿರ್ಭೀತ ದೈನಿಕ xyxy=(355,32,615,44)
headline-hospital-line1: ವೈದ್ಯರಿಲ್ಲದೆ ಸಕಾಲದಲ್ಲಿ ರೋಗಿಗಳಿಗೆ ಸೂಕ್ತ ಚಿಕಿತ್ಸೆಯಿಲ್ಲ xyxy=(88,993,567,1023)
portrait xyxy=(627,1091,669,1129)
news-box-kohli[interactable] xyxy=(476,206,688,358)
ad-welcome: ಸಮಾರಂಭಕ್ಕೆ ಆಗಮಿಸುತ್ತಿರುವ ಗಣ್ಯರಿಗೆ ಹಾಗೂ ಸಂಪಾದಕರಿಗೆ ಸುಸ್ವಾಗತ xyxy=(686,1031,835,1039)
article-bpl-col4: ಹಾಲು ಉತ್ಪಾದನೆಯಾಗುತ್ತಿದೆ. ರಾಷ್ಟ್ರೀಯ ಜಾನುವಾರು ಮಿಷನ್ ಯೋಜನೆಯಡಿ ಕುರಿ, ಮೇಕೆ, ಹಂದಿ ಸಾಕಾಣಿಕೆಗೆ ಹೆಚ್ಚು ಆದ್ಯತೆ ನೀಡಲಾಗುತ್ತಿದೆ ಎಂದು ಪಶುಪಾಲನೆ ಮತ್ತು ಪಶು ವೈದ್ಯಕೀಯ ಸೇವೆ ಇಲಾಖೆ ಉಪ ನಿರ್ದೇಶಕ ಡಾ. ಗಿರೀಶ್ ಬಾಬು ರೆಡ್ಡಿ ಸಭೆಗೆ ಮಾಹಿತಿ ತಿಳಿಸಿದರು. ಜಿ.ಪಂ.ಸಿಇಒ ಜಿ.ಪ್ರಭು ಮಾತನಾಡಿ, ನರೇಗಾ ಯೋಜನೆಯಡಿ ಸಮಗ್ರ ಶಾಲಾ ಅಭಿವೃದ್ಧಿಗಾಗಿ 205 ಕೋಟಿ ರೂ. ವೆಚ್ಚದಲ್ಲಿ 3,614 ಕಾಮಗಾರಿ, ಮೂಲಭೂತ ಸೌಕರ್ಯಗಳಿಗಾಗಿ 90 ಕೋಟಿ ರೂ. ವೆಚ್ಚದಲ್ಲಿ 1,500 ಕಾಮಗಾರಿ ಹಾಗೂ ಸಮಗ್ರ ವೈಜ್ಞಾನಿಕ ಚರಂಡಿ ವ್ಯವಸ್ಥೆಗಾಗಿ 102 ಕೋಟಿ ರೂ. ವೆಚ್ಚದಲ್ಲಿ 6,170 ಕಾಮಗಾರಿಗಳನ್ನು ಅನುಷ್ಠಾನಗೊಳಿಸಲಾಗಿದೆ. ಸಮಗ್ರ ಶಾಲಾ ಅಭಿವೃದ್ಧಿ ಶೀರ್ಷಿಕೆಯಡಿ 1,424 ಶಾಲಾ ಕಾಂಪೌಂಡ್, 1,354 ಶೌಚಾಲಯ, 836 xyxy=(472,458,615,641)
portrait xyxy=(872,1045,903,1087)
article-hospital-col3: ಸಿದ್ಧಪಡಿಸಲು ನಿರ್ದೇಶನ ನೀಡಿದರು. ಆಸ್ಪತ್ರೆಯಲ್ಲಿರುವ ಡಿಜಿಟಲ್ ಎಕ್ಸ್‌ರೇ ಕೊಠಡಿ, ಡಯಾಲಿಸಿಸ್ ಕೇಂದ್ರ, ಪುರುಷರ ವಾರ್ಡ್, ಮಹಿಳೆಯರ ವಾರ್ಡ್ ಮತ್ತು ಹೆರಿಗೆ ವಾರ್ಡ್‌ಗಳಿಗೆ ಭೇಟಿ ನೀಡಿ ಪರಿಶೀಲಿಸಿದರು. ರೋಗಿಗಳೊಂದಿಗೆ ಮಾತನಾಡಿ ಆಸ್ಪತ್ರೆಯಲ್ಲಿ ಸಿಗುತ್ತಿರುವ ಸೌಲಭ್ಯಗಳ ಬಗ್ಗೆ ಮಾಹಿತಿ ಪಡೆದರು. ಜಿಲ್ಲಾ ಆಸ್ಪತ್ರೆಗಳ ಗಮನಕ್ಕೆ ತರುವಂತೆ ತಾಲ್ಲೂಕು ಆಸ್ಪತ್ರೆ ಆಡಳಿತಾಧಿಕಾರಿಗೆ ಸೂಚಿಸಿದರು. xyxy=(330,1199,465,1308)
currency: ರೂ. xyxy=(852,58,865,68)
headline-canal-line1: ಎಕ್ಸ್ ಪ್ರೆಸ್ ಕೆನಾಲ್ ವಿರುದ್ಧ ಡಿ.4 ರಿಂದ xyxy=(620,366,863,388)
ad-date: ದಿನಾಂಕ : 23-11-2024ರ ಶನಿವಾರ, ಬೆಳಿಗ್ಗೆ 10.00 ಗಂಟೆಗೆ xyxy=(695,1231,811,1237)
movie-photo xyxy=(703,249,799,321)
portrait xyxy=(697,1045,728,1087)
article-hospital-col2: ಸಮಸ್ಯೆಗಳನ್ನು ಗಮನಿಸಿದ ಜಿಲ್ಲಾಧಿಕಾರಿಗಳು ಕೂಡಲೇ ಆರೋಗ್ಯ ಮತ್ತು ಕುಟುಂಬ ಕಲ್ಯಾಣ ಇಲಾಖೆ ಆಯುಕ್ತರಿಗೆ ಆಸ್ಪತ್ರೆ ಸಮಸ್ಯೆಗಳ ಚಿತ್ರಣದ ಬಗ್ಗೆ ದೂರವಾಣಿ ಮೂಲಕ ಮಾಹಿತಿ ನೀಡಿದರು. ಆಸ್ಪತ್ರೆಯಲ್ಲಿ ಖಾಲಿ ಇರುವ ಹುದ್ದೆಗಳ ಭರ್ತಿಗೆ ಕ್ರಮ ಕೈಗೊಳ್ಳುವಂತೆ ಜಿಲ್ಲಾ ಆರೋಗ್ಯಾಧಿಕಾರಿ ಡಾ. ರಂಗನಾಥ್ ಅವರಿಗೆ ಸೂಚಿಸಿದರು. ಆವರಣದಲ್ಲಿ ಮಾಹಿತಿ ಫಲಕ ಅಳವಡಿಸಿ ಸಾರ್ವಜನಿಕರಿಗೆ ಆರೋಗ್ಯ ಸೇವೆ ಸಿಗುವಂತೆ ಕ್ರಮವಹಿಸಬೇಕು ಎಂದರು. xyxy=(187,1199,323,1320)
